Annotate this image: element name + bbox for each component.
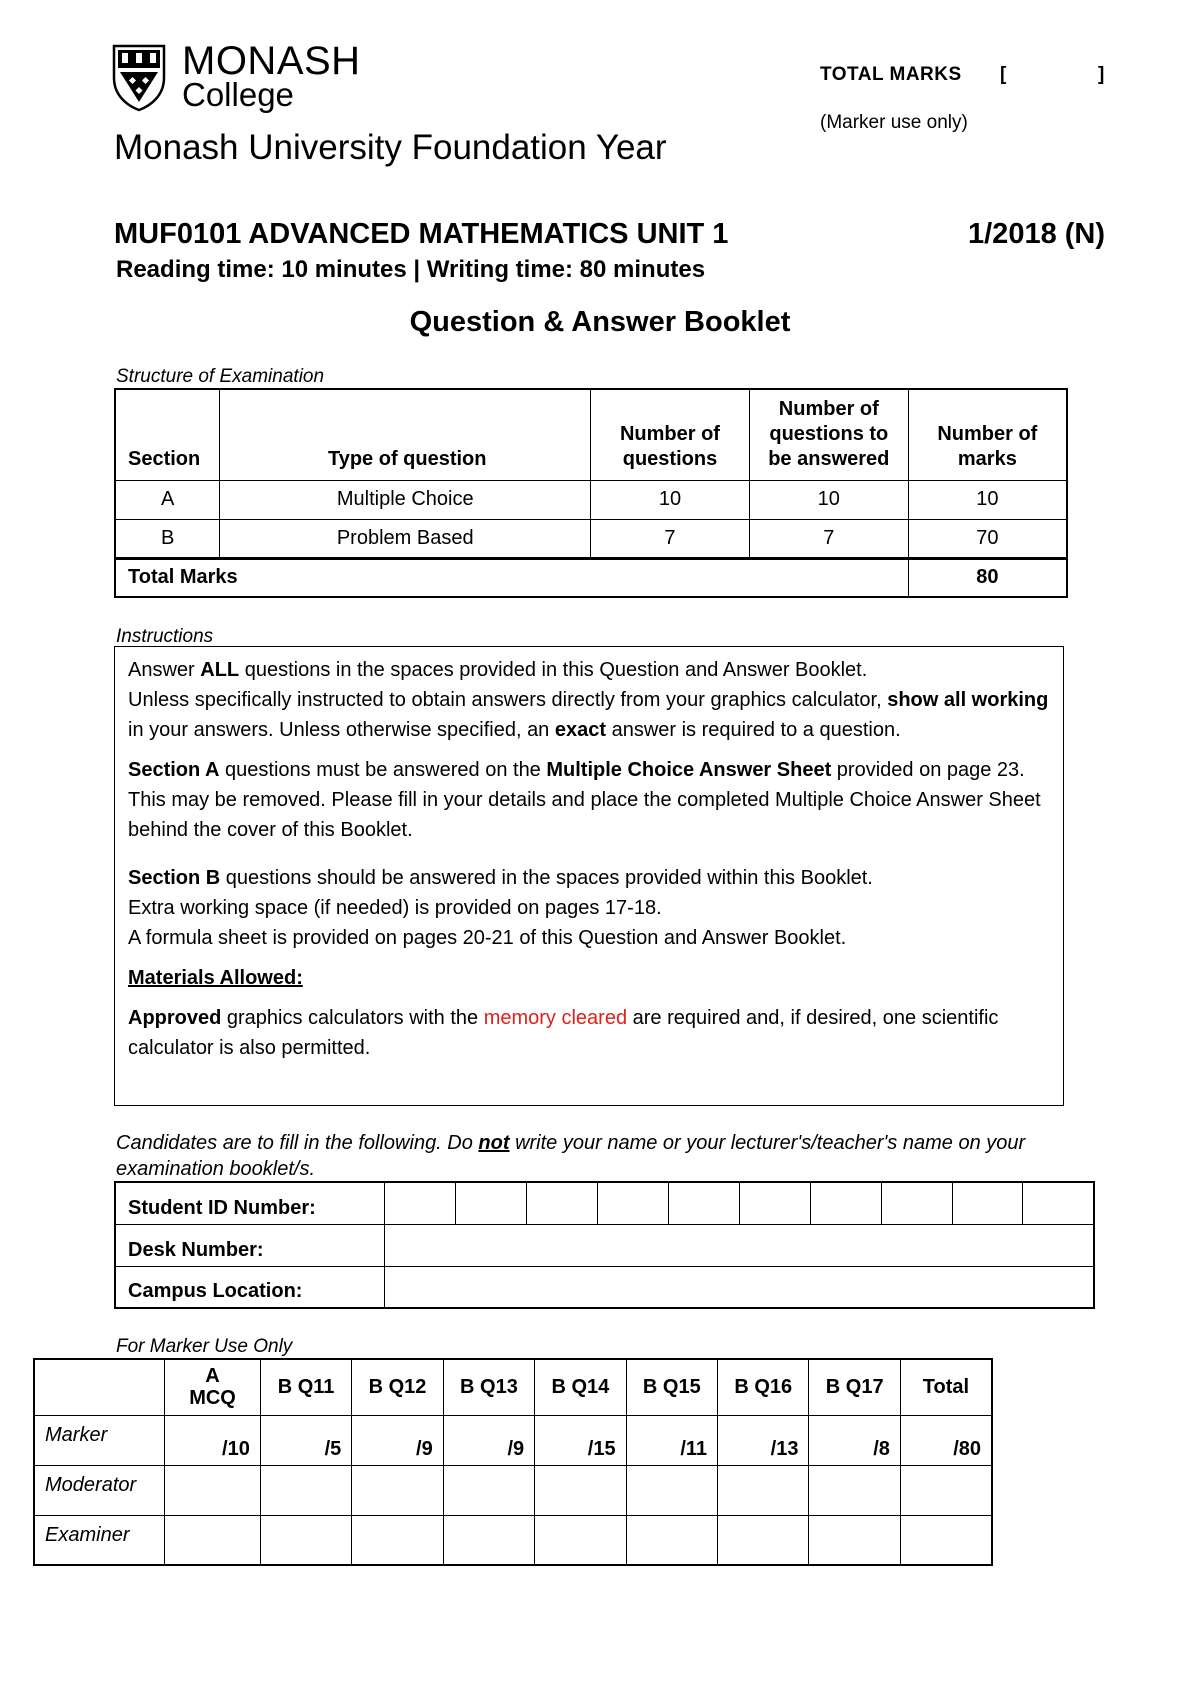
candidates-note-emphasis: not (478, 1132, 510, 1154)
moderator-cell[interactable] (718, 1465, 809, 1515)
moderator-cell[interactable] (626, 1465, 717, 1515)
structure-cell: A (115, 480, 220, 519)
instruction-text: questions must be answered on the (219, 759, 547, 781)
structure-total-label: Total Marks (115, 558, 908, 597)
examiner-row (34, 1515, 992, 1565)
instruction-paragraph: Extra working space (if needed) is provided on pages 17-18. (128, 897, 662, 919)
student-id-digit-box[interactable] (456, 1182, 527, 1224)
structure-header: Number of marks (908, 389, 1067, 480)
structure-cell: Multiple Choice (220, 480, 591, 519)
examiner-cell[interactable] (352, 1515, 443, 1565)
student-id-digit-box[interactable] (1023, 1182, 1094, 1224)
exam-times: Reading time: 10 minutes | Writing time: 80 minutes (116, 256, 706, 283)
examiner-cell[interactable] (535, 1515, 626, 1565)
structure-header-row (115, 389, 1067, 480)
student-id-row (115, 1182, 1094, 1224)
examiner-row-label: Examiner (34, 1515, 165, 1565)
marker-header: A MCQ (165, 1359, 261, 1415)
instruction-text: answer is required to a question. (606, 719, 901, 741)
marker-row (34, 1415, 992, 1465)
marker-max-cell[interactable]: /80 (900, 1415, 992, 1465)
student-id-digit-box[interactable] (810, 1182, 881, 1224)
desk-number-row (115, 1224, 1094, 1266)
structure-caption: Structure of Examination (116, 366, 325, 387)
instruction-emphasis: Multiple Choice Answer Sheet (546, 759, 832, 781)
instruction-paragraph (128, 685, 1051, 745)
instruction-text: graphics calculators with the (221, 1007, 484, 1029)
marker-max-cell[interactable]: /11 (626, 1415, 717, 1465)
instructions-box (114, 646, 1064, 1106)
total-marks-label: TOTAL MARKS (820, 64, 962, 85)
instruction-text: in your answers. Unless otherwise specified, an (128, 719, 555, 741)
program-title: Monash University Foundation Year (114, 128, 667, 167)
campus-location-field[interactable] (385, 1266, 1094, 1308)
instruction-text: Answer (128, 659, 201, 681)
examiner-cell[interactable] (260, 1515, 351, 1565)
marker-caption: For Marker Use Only (116, 1336, 293, 1357)
examiner-cell[interactable] (809, 1515, 900, 1565)
structure-cell: 10 (749, 480, 908, 519)
student-id-label: Student ID Number: (115, 1182, 385, 1224)
total-marks-bracket-close: ] (1098, 64, 1105, 85)
instruction-emphasis: Approved (128, 1007, 222, 1029)
marker-max-cell[interactable]: /10 (165, 1415, 261, 1465)
instruction-paragraph (128, 755, 1051, 845)
instruction-text: questions should be answered in the spaces provided within this Booklet. (220, 867, 873, 889)
structure-total-row (115, 558, 1067, 597)
materials-heading (128, 963, 1051, 993)
structure-cell: 70 (908, 519, 1067, 558)
marker-header: B Q14 (535, 1359, 626, 1415)
examiner-cell[interactable] (165, 1515, 261, 1565)
instruction-text: provided on page 23. This may be removed. Please fill in your details and place the completed Multiple Choice Answer Sheet behind the cover of this Booklet. (128, 759, 1041, 841)
student-id-digit-box[interactable] (952, 1182, 1023, 1224)
structure-header: Number of questions to be answered (749, 389, 908, 480)
moderator-cell[interactable] (165, 1465, 261, 1515)
structure-cell: B (115, 519, 220, 558)
marker-max-cell[interactable]: /5 (260, 1415, 351, 1465)
marker-header: B Q15 (626, 1359, 717, 1415)
moderator-cell[interactable] (260, 1465, 351, 1515)
instruction-emphasis: exact (554, 719, 607, 741)
instruction-emphasis: ALL (200, 659, 240, 681)
student-id-digit-box[interactable] (739, 1182, 810, 1224)
structure-cell: 10 (591, 480, 750, 519)
campus-location-label: Campus Location: (115, 1266, 385, 1308)
student-id-digit-box[interactable] (881, 1182, 952, 1224)
structure-cell: 7 (591, 519, 750, 558)
structure-table (114, 388, 1068, 598)
instruction-paragraph (128, 655, 1051, 685)
structure-cell: 7 (749, 519, 908, 558)
marker-max-cell[interactable]: /13 (718, 1415, 809, 1465)
moderator-cell[interactable] (352, 1465, 443, 1515)
student-id-digit-box[interactable] (527, 1182, 598, 1224)
moderator-cell[interactable] (809, 1465, 900, 1515)
exam-code: 1/2018 (N) (968, 218, 1106, 250)
student-id-digit-box[interactable] (668, 1182, 739, 1224)
total-marks-bracket-open: [ (1000, 64, 1007, 85)
marker-table (33, 1358, 993, 1566)
marker-header: B Q12 (352, 1359, 443, 1415)
materials-heading-text: Materials Allowed: (128, 967, 303, 989)
examiner-cell[interactable] (718, 1515, 809, 1565)
marker-header-row (34, 1359, 992, 1415)
monash-crest-logo (112, 44, 166, 112)
desk-number-field[interactable] (385, 1224, 1094, 1266)
structure-row (115, 480, 1067, 519)
instruction-text: questions in the spaces provided in this Question and Answer Booklet. (239, 659, 868, 681)
candidates-note (116, 1130, 1106, 1182)
marker-header: B Q16 (718, 1359, 809, 1415)
student-id-digit-box[interactable] (598, 1182, 669, 1224)
structure-total-value: 80 (908, 558, 1067, 597)
instruction-text: are required and, if desired, one scientific calculator is also permitted. (128, 1007, 999, 1059)
marker-header: B Q11 (260, 1359, 351, 1415)
moderator-row (34, 1465, 992, 1515)
booklet-title: Question & Answer Booklet (409, 306, 791, 338)
unit-title: MUF0101 ADVANCED MATHEMATICS UNIT 1 (114, 218, 729, 250)
moderator-cell[interactable] (535, 1465, 626, 1515)
marker-header-blank (34, 1359, 165, 1415)
candidate-details-table (114, 1181, 1095, 1309)
brand-name: MONASH (182, 39, 361, 83)
marker-header: Total (900, 1359, 992, 1415)
instruction-text: Unless specifically instructed to obtain answers directly from your graphics calculator, (128, 689, 888, 711)
instructions-caption: Instructions (116, 626, 214, 647)
structure-header: Section (115, 389, 220, 480)
structure-header: Number of questions (591, 389, 750, 480)
marker-max-cell[interactable]: /9 (352, 1415, 443, 1465)
structure-row (115, 519, 1067, 558)
marker-max-cell[interactable]: /15 (535, 1415, 626, 1465)
student-id-digit-box[interactable] (385, 1182, 456, 1224)
moderator-cell[interactable] (443, 1465, 534, 1515)
marker-row-label: Marker (34, 1415, 165, 1465)
structure-cell: 10 (908, 480, 1067, 519)
moderator-cell[interactable] (900, 1465, 992, 1515)
examiner-cell[interactable] (900, 1515, 992, 1565)
examiner-cell[interactable] (626, 1515, 717, 1565)
instruction-emphasis: Section B (128, 867, 221, 889)
marker-max-cell[interactable]: /8 (809, 1415, 900, 1465)
instruction-paragraph (128, 863, 1051, 893)
memory-cleared-highlight: memory cleared (483, 1007, 628, 1029)
examiner-cell[interactable] (443, 1515, 534, 1565)
candidates-note-text: write your name or your lecturer's/teacher's name on your examination booklet/s. (116, 1132, 1026, 1180)
moderator-row-label: Moderator (34, 1465, 165, 1515)
marker-header: B Q17 (809, 1359, 900, 1415)
instruction-emphasis: Section A (128, 759, 220, 781)
structure-header: Type of question (220, 389, 591, 480)
marker-use-note: (Marker use only) (820, 112, 968, 133)
instruction-paragraph (128, 1003, 1051, 1063)
campus-location-row (115, 1266, 1094, 1308)
instruction-emphasis: show all working (887, 689, 1049, 711)
marker-header: B Q13 (443, 1359, 534, 1415)
marker-max-cell[interactable]: /9 (443, 1415, 534, 1465)
brand-subname: College (182, 76, 294, 113)
desk-number-label: Desk Number: (115, 1224, 385, 1266)
instruction-paragraph: A formula sheet is provided on pages 20-21 of this Question and Answer Booklet. (128, 927, 847, 949)
candidates-note-text: Candidates are to fill in the following. Do (116, 1132, 479, 1154)
structure-cell: Problem Based (220, 519, 591, 558)
